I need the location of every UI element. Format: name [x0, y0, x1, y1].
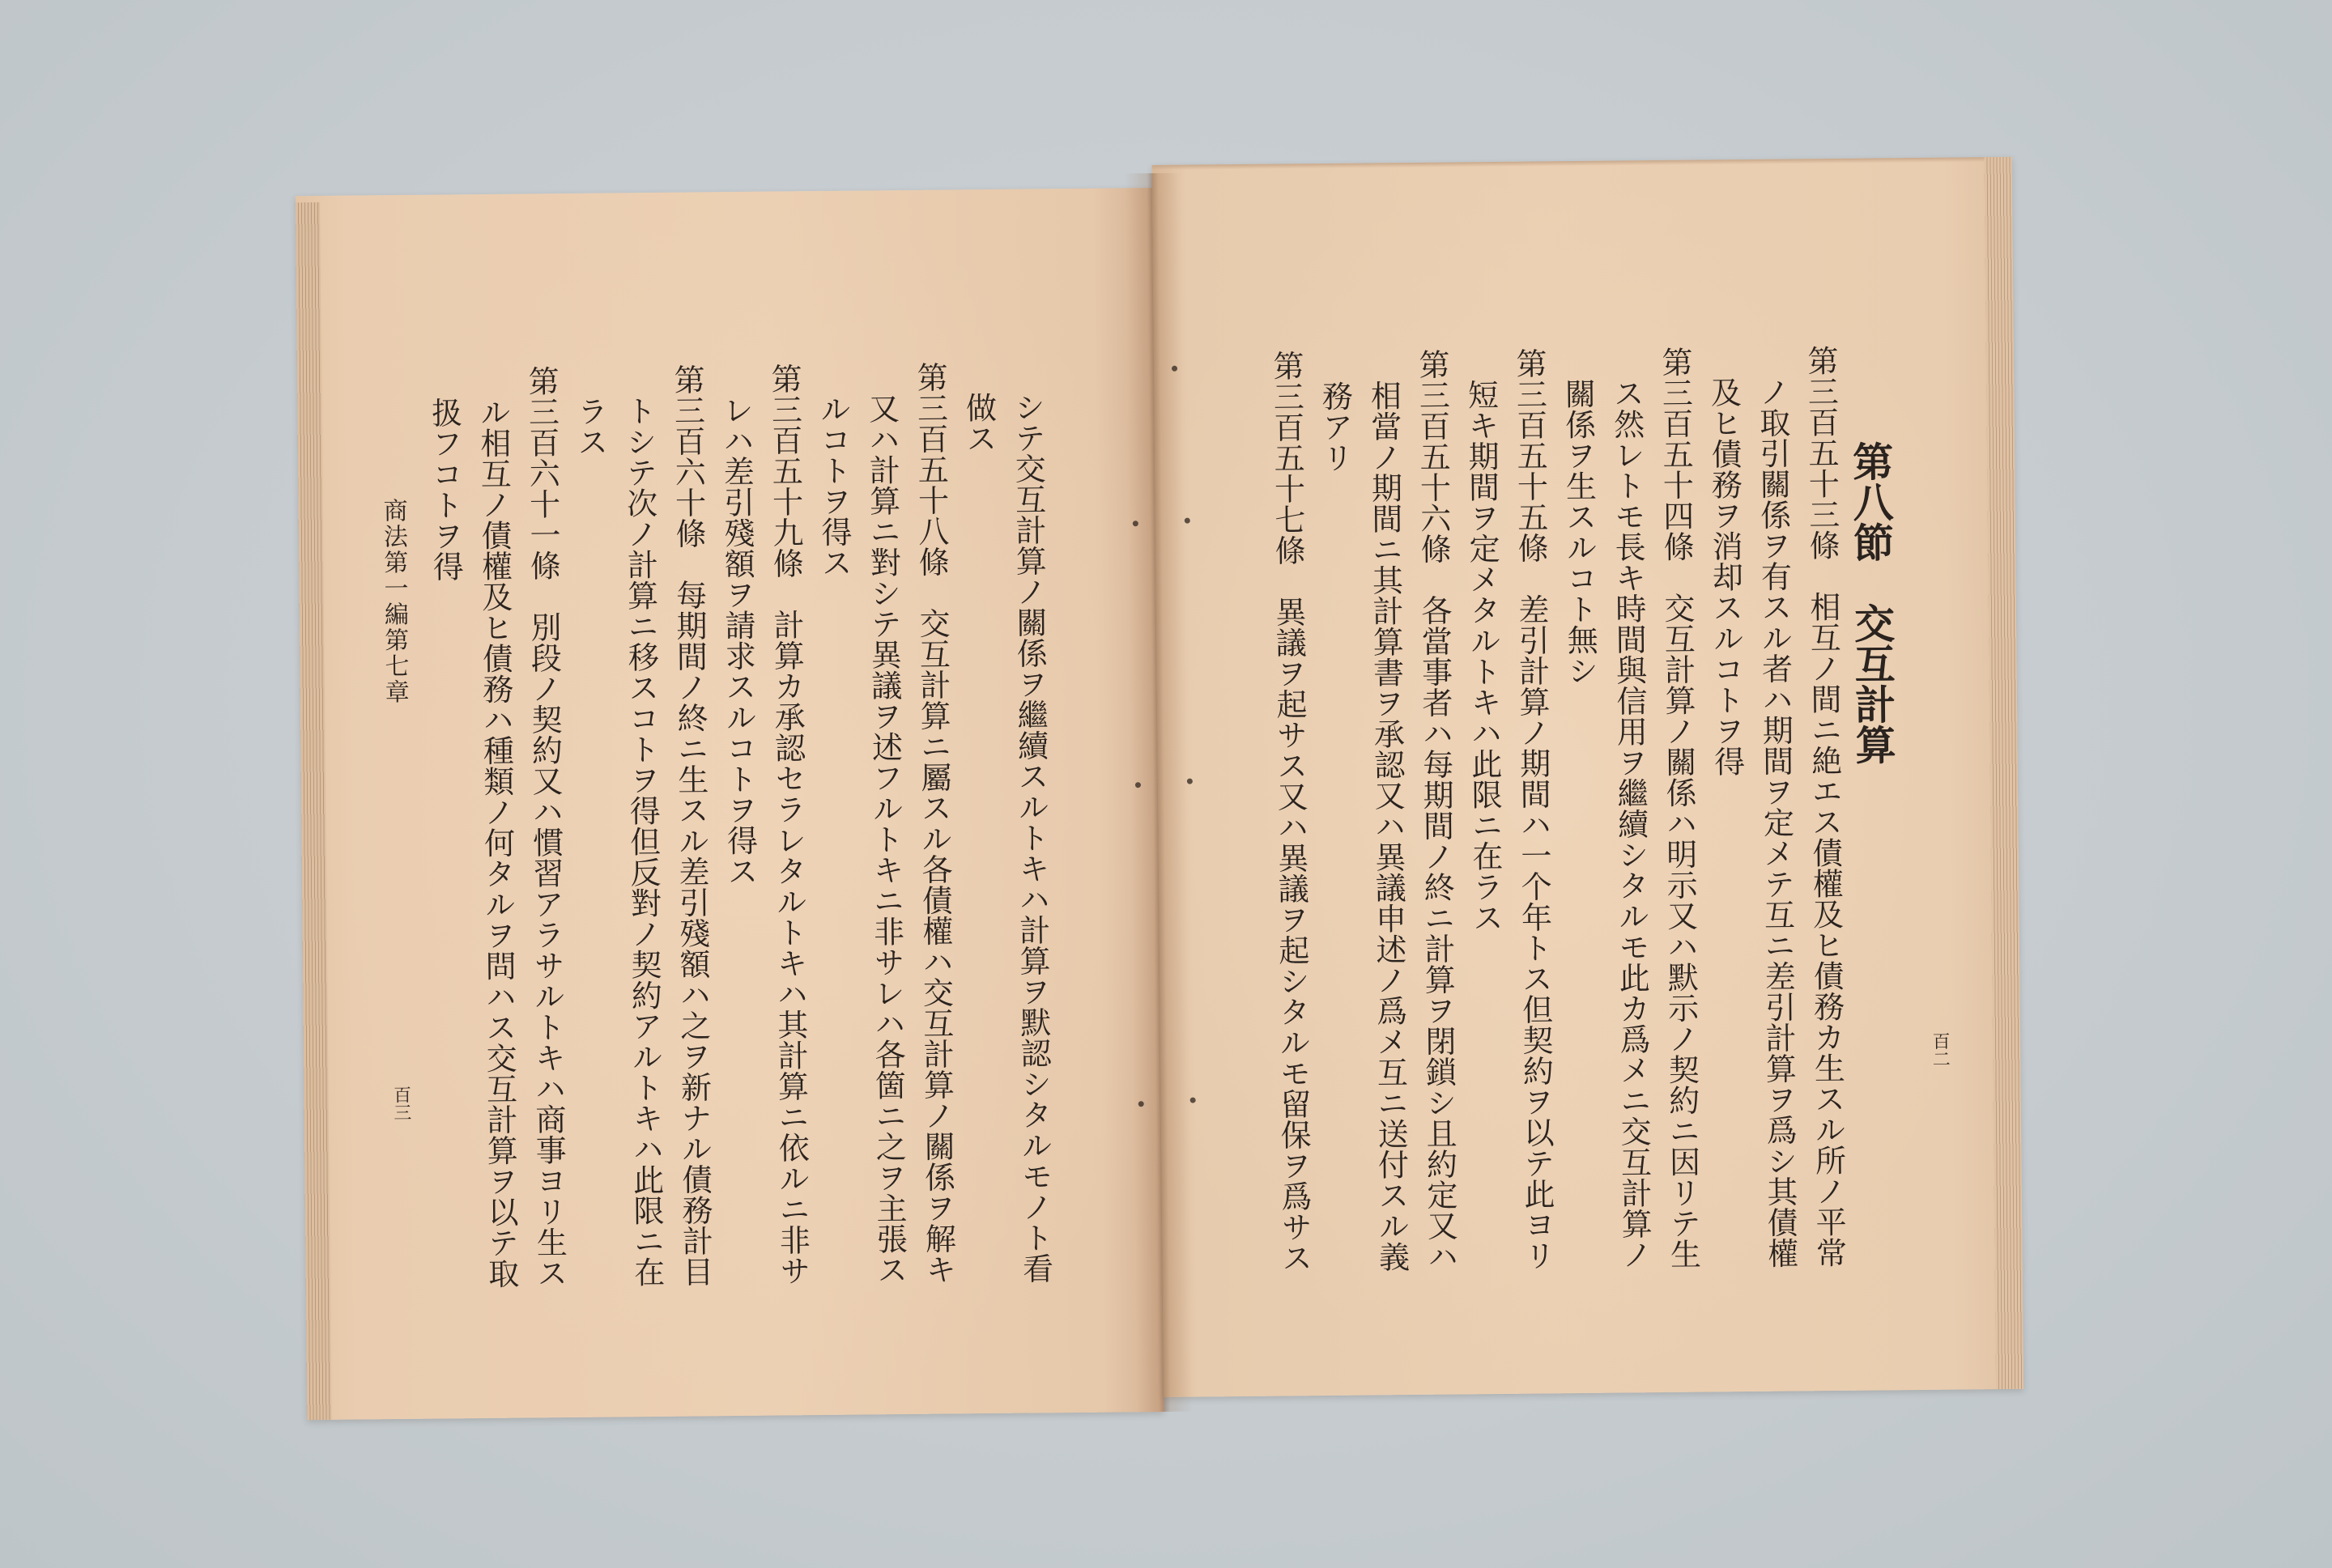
binding-hole: [1185, 518, 1190, 524]
text-column: 又ハ計算ニ對シテ異議ヲ述フルトキニ非サレハ各箇ニ之ヲ主張ス: [863, 393, 908, 1285]
article-357-column: 第三百五十七條 異議ヲ起サス又ハ異議ヲ起シタルモ留保ヲ爲サス: [1267, 350, 1313, 1273]
right-page: [1152, 157, 2024, 1397]
binding-hole: [1187, 779, 1193, 784]
article-354-column: 第三百五十四條 交互計算ノ關係ハ明示又ハ默示ノ契約ニ因リテ生: [1656, 346, 1701, 1270]
article-358-column: 第三百五十八條 交互計算ニ屬スル各債權ハ交互計算ノ關係ヲ解キ: [911, 361, 956, 1285]
text-column: ル相互ノ債權及ヒ債務ハ種類ノ何タルヲ問ハス交互計算ヲ以テ取: [474, 396, 519, 1290]
binding-hole: [1138, 1101, 1144, 1107]
left-page-text: [419, 360, 1061, 1370]
text-column: トシテ次ノ計算ニ移スコトヲ得但反對ノ契約アルトキハ此限ニ在: [620, 394, 665, 1288]
article-353-column: 第三百五十三條 相互ノ間ニ絶エス債權及ヒ債務カ生スル所ノ平常: [1802, 344, 1847, 1268]
text-column: シテ交互計算ノ關係ヲ繼續スルトキハ計算ヲ默認シタルモノト看: [1009, 391, 1053, 1284]
article-356-column: 第三百五十六條 各當事者ハ每期間ノ終ニ計算ヲ閉鎖シ且約定又ハ: [1413, 348, 1458, 1272]
page-number-left: 百三: [390, 1085, 411, 1122]
left-page: [296, 188, 1164, 1420]
page-edges-right: [1985, 157, 2024, 1389]
article-361-column: 第三百六十一條 別段ノ契約又ハ慣習アラサルトキハ商事ヨリ生ス: [522, 365, 568, 1289]
binding-hole: [1133, 521, 1138, 526]
text-column: 做ス: [960, 391, 998, 454]
text-column: 短キ期間ヲ定メタルトキハ此限ニ在ラス: [1462, 378, 1504, 933]
text-column: ス然レトモ長キ時間與信用ヲ繼續シタルモ此カ爲メニ交互計算ノ: [1608, 377, 1653, 1270]
text-column: 務アリ: [1317, 380, 1354, 474]
text-column: ノ取引關係ヲ有スル者ハ期間ヲ定メテ互ニ差引計算ヲ爲シ其債權: [1754, 376, 1798, 1268]
binding-hole: [1172, 366, 1177, 372]
section-heading: 第八節 交互計算: [1845, 440, 1897, 765]
page-edge-top: [1152, 157, 2012, 170]
article-355-column: 第三百五十五條 差引計算ノ期間ハ一个年トス但契約ヲ以テ此ヨリ: [1510, 347, 1555, 1271]
text-column: ラス: [572, 395, 609, 457]
text-column: 相當ノ期間ニ其計算書ヲ承認又ハ異議申述ノ爲メ互ニ送付スル義: [1365, 380, 1410, 1273]
running-head: 商法第一編第七章: [378, 497, 409, 706]
page-edges-left: [296, 202, 331, 1420]
article-359-column: 第三百五十九條 計算カ承認セラレタルトキハ其計算ニ依ルニ非サ: [765, 363, 811, 1286]
page-number-right: 百二: [1929, 1031, 1951, 1068]
text-column: レハ差引殘額ヲ請求スルコトヲ得ス: [717, 393, 759, 887]
right-page-text: [1262, 344, 1903, 1353]
binding-hole: [1190, 1098, 1196, 1103]
text-column: ルコトヲ得ス: [815, 393, 853, 579]
text-column: 關係ヲ生スルコト無シ: [1560, 377, 1598, 686]
text-column: 及ヒ債務ヲ消却スルコトヲ得: [1705, 376, 1745, 777]
text-column: 扱フコトヲ得: [426, 397, 464, 582]
binding-hole: [1135, 782, 1141, 788]
article-360-column: 第三百六十條 每期間ノ終ニ生スル差引殘額ハ之ヲ新ナル債務計目: [668, 363, 713, 1287]
